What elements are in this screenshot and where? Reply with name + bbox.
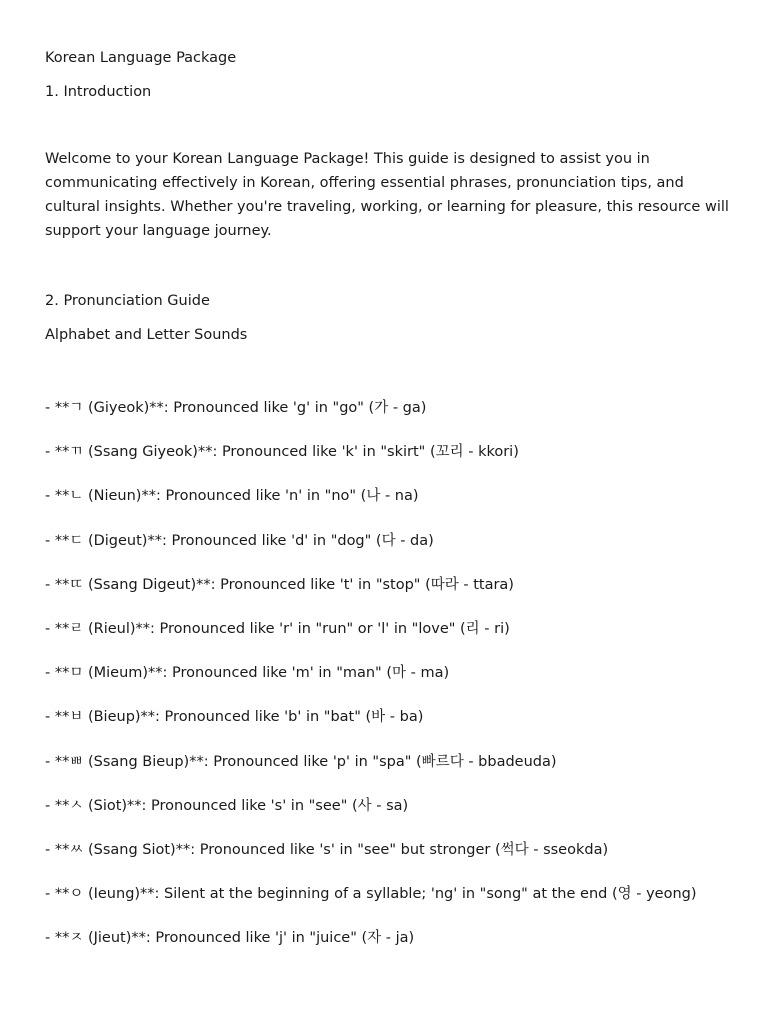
list-item: - **ㄴ (Nieun)**: Pronounced like 'n' in "no" (나 - na) bbox=[45, 488, 419, 505]
subheading-alphabet: Alphabet and Letter Sounds bbox=[45, 327, 248, 343]
list-item: - **ㄸ (Ssang Digeut)**: Pronounced like 't' in "stop" (따라 - ttara) bbox=[45, 576, 514, 593]
list-item: - **ㄹ (Rieul)**: Pronounced like 'r' in "run" or 'l' in "love" (리 - ri) bbox=[45, 620, 510, 637]
intro-paragraph bbox=[45, 147, 735, 243]
intro-line: communicating effectively in Korean, offering essential phrases, pronunciation tips, and bbox=[45, 175, 684, 191]
list-item: - **ㅅ (Siot)**: Pronounced like 's' in "see" (사 - sa) bbox=[45, 797, 409, 814]
list-item: - **ㅈ (Jieut)**: Pronounced like 'j' in "juice" (자 - ja) bbox=[45, 930, 415, 947]
list-item: - **ㅃ (Ssang Bieup)**: Pronounced like 'p' in "spa" (빠르다 - bbadeuda) bbox=[45, 753, 557, 770]
document-title: Korean Language Package bbox=[45, 50, 237, 66]
list-item: - **ㅆ (Ssang Siot)**: Pronounced like 's' in "see" but stronger (썩다 - sseokda) bbox=[45, 841, 609, 858]
section-heading-pronunciation: 2. Pronunciation Guide bbox=[45, 293, 210, 309]
list-item: - **ㅁ (Mieum)**: Pronounced like 'm' in "man" (마 - ma) bbox=[45, 665, 450, 682]
list-item: - **ㅂ (Bieup)**: Pronounced like 'b' in "bat" (바 - ba) bbox=[45, 709, 424, 726]
list-item: - **ㄱ (Giyeok)**: Pronounced like 'g' in "go" (가 - ga) bbox=[45, 400, 427, 416]
list-item: - **ㄲ (Ssang Giyeok)**: Pronounced like 'k' in "skirt" (꼬리 - kkori) bbox=[45, 444, 519, 461]
list-item: - **ㅇ (Ieung)**: Silent at the beginning of a syllable; 'ng' in "song" at the end (영 - yeong) bbox=[45, 886, 697, 903]
list-item: - **ㄷ (Digeut)**: Pronounced like 'd' in "dog" (다 - da) bbox=[45, 532, 434, 549]
section-heading-introduction: 1. Introduction bbox=[45, 84, 152, 100]
intro-line: support your language journey. bbox=[45, 223, 272, 239]
letter-list bbox=[45, 397, 697, 971]
intro-line: Welcome to your Korean Language Package! This guide is designed to assist you in bbox=[45, 151, 650, 167]
intro-line: cultural insights. Whether you're traveling, working, or learning for pleasure, this resource will bbox=[45, 199, 729, 215]
